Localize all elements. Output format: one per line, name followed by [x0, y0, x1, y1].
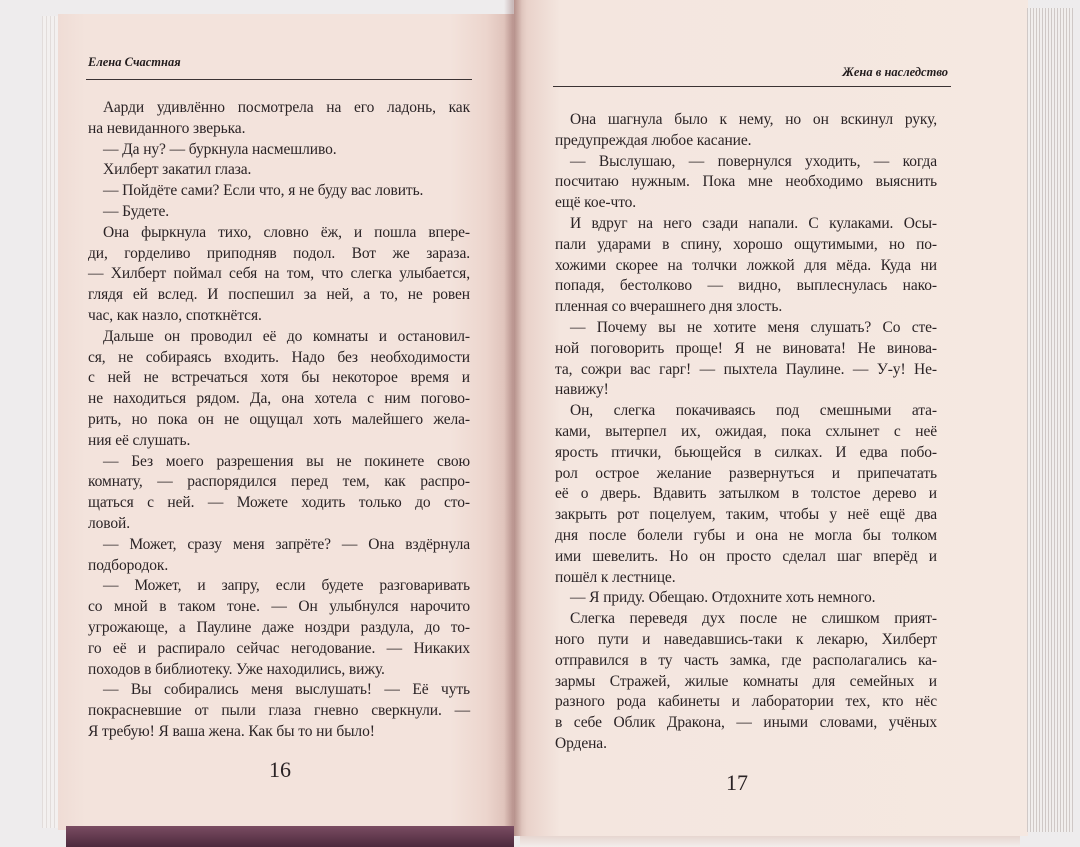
text-line: посчитаю нужным. Пока мне необходимо выяснить — [555, 173, 937, 191]
text-line: го её и распирало сейчас негодование. — Никаких — [88, 639, 470, 657]
text-line: отправился в ту часть замка, где располагались ка- — [555, 651, 937, 669]
text-line: Она шагнула было к нему, но он вскинул руку, — [570, 111, 937, 128]
text-line: Я требую! Я ваша жена. Как бы то ни было! — [88, 722, 375, 740]
text-line: ной поговорить проще! Я не виновата! Не винова- — [555, 339, 937, 357]
paragraph — [555, 588, 937, 609]
text-column-right — [555, 110, 937, 755]
text-line: разного рода кабинеты и лаборатории тех, кто нёс — [555, 693, 937, 711]
text-line: рол острое желание развернуться и припечатать — [555, 464, 937, 482]
page-number: 16 — [269, 757, 291, 782]
paragraph — [88, 680, 470, 742]
paragraph — [555, 401, 937, 588]
paragraph — [555, 152, 937, 214]
text-line: подбородок. — [88, 556, 169, 574]
text-line: комнату, — распорядился перед тем, как распро- — [88, 473, 470, 491]
text-line: — Почему вы не хотите меня слушать? Со сте- — [570, 318, 937, 336]
header-rule — [553, 86, 951, 87]
text-line: — Пойдёте сами? Если что, я не буду вас ловить. — [103, 182, 424, 200]
running-head-title: Жена в наследство — [842, 65, 948, 79]
text-line: попадя, бестолково — видно, выплеснулась нако- — [555, 277, 937, 295]
text-line: не находиться рядом. Да, она хотела с ним погово- — [88, 390, 470, 408]
text-line: покрасневшие от пыли глаза гневно сверкнули. — — [88, 702, 470, 720]
paragraph — [88, 535, 470, 577]
text-line: Слегка переведя дух после не слишком прият- — [570, 610, 937, 628]
spine-gutter — [504, 0, 522, 836]
text-line: ся, не собираясь входить. Надо без необходимости — [88, 348, 470, 366]
text-line: пали ударами в спину, хорошо ощутимыми, но по- — [555, 235, 937, 253]
text-line: — Хилберт поймал себя на том, что слегка улыбается, — [88, 265, 470, 283]
paragraph — [88, 202, 470, 223]
text-line: закрыть рот поцелуем, таким, чтобы у неё ещё два — [555, 506, 937, 524]
text-line: та, сожри вас гарг! — пыхтела Паулине. — У-у! Не- — [555, 360, 937, 378]
text-line: Он, слегка покачиваясь под смешными ата- — [570, 402, 937, 420]
paragraph — [88, 140, 470, 161]
text-line: ими шевелить. Но он просто сделал шаг вперёд и — [555, 547, 937, 565]
running-head-author: Елена Счастная — [88, 55, 181, 69]
text-line: Ордена. — [555, 734, 607, 752]
text-line: — Я приду. Обещаю. Отдохните хоть немного. — [570, 589, 876, 607]
text-line: И вдруг на него сзади напали. С кулаками. Осы- — [570, 214, 937, 232]
text-line: Хилберт закатил глаза. — [103, 161, 252, 179]
header-rule — [86, 79, 472, 80]
paragraph — [555, 214, 937, 318]
text-line: в себе Облик Дракона, — иными словами, учёных — [555, 714, 937, 732]
cover-edge — [66, 826, 514, 847]
text-line: ного пути и наведавшись-таки к лекарю, Хилберт — [555, 630, 937, 648]
page-bottom-edge — [520, 836, 1020, 847]
text-line: рить, но пока он не ощущал хоть малейшего жела- — [88, 410, 470, 428]
text-line: ния её слушать. — [88, 431, 191, 449]
text-line: — Будете. — [103, 202, 170, 220]
text-line: Дальше он проводил её до комнаты и остановил- — [103, 327, 470, 345]
text-line: пленная со вчерашнего дня злость. — [555, 298, 783, 316]
text-line: её о дверь. Вдавить затылком в толстое дерево и — [555, 485, 937, 503]
text-line: со мной в таком тоне. — Он улыбнулся нарочито — [88, 598, 470, 616]
text-line: ловой. — [88, 514, 131, 532]
paragraph — [555, 110, 937, 152]
paragraph — [88, 327, 470, 452]
text-line: предупреждая любое касание. — [555, 131, 752, 149]
paragraph — [88, 98, 470, 140]
text-line: зармы Стражей, жилые комнаты для семейных и — [555, 672, 937, 690]
text-line: угрожающе, а Паулине даже ноздри раздула, до то- — [88, 618, 470, 636]
text-line: с ней не встречаться хотя бы некоторое время и — [88, 369, 470, 387]
text-column-left — [88, 98, 470, 743]
text-line: — Выслушаю, — повернулся уходить, — когда — [570, 152, 937, 170]
text-line: ярость птички, бьющейся в силках. И едва побо- — [555, 443, 937, 461]
text-line: — Без моего разрешения вы не покинете свою — [103, 452, 470, 470]
paragraph — [88, 452, 470, 535]
paragraph — [88, 160, 470, 181]
text-line: хожими скорее на толчки ложкой для мёда. Куда ни — [555, 256, 937, 274]
text-line: походов в библиотеку. Уже находились, вижу. — [88, 660, 385, 678]
text-line: глядя ей вслед. И поспешил за ней, а то, не ровен — [88, 286, 470, 304]
text-line: ещё кое-что. — [555, 194, 637, 212]
paragraph — [88, 576, 470, 680]
text-line: — Может, и запру, если будете разговаривать — [103, 577, 470, 595]
page-edges-right — [1027, 8, 1073, 832]
text-line: ди, горделиво приподняв подол. Вот же зараза. — [88, 244, 470, 262]
paragraph — [555, 609, 937, 755]
text-line: Аарди удивлённо посмотрела на его ладонь, как — [103, 99, 470, 116]
paragraph — [88, 223, 470, 327]
text-line: щаться с ней. — Можете ходить только до сто- — [88, 494, 470, 512]
text-line: ками, вытерпел их, ожидая, пока схлынет с неё — [555, 422, 937, 440]
text-line: Она фыркнула тихо, словно ёж, и пошла впере- — [103, 223, 470, 241]
text-line: — Да ну? — буркнула насмешливо. — [103, 140, 337, 158]
paragraph — [555, 318, 937, 401]
text-line: на невиданного зверька. — [88, 119, 246, 137]
text-line: — Вы собирались меня выслушать! — Её чуть — [103, 681, 470, 699]
page-number: 17 — [726, 770, 748, 795]
text-line: час, как назло, споткнётся. — [88, 306, 262, 324]
text-line: пошёл к лестнице. — [555, 568, 676, 586]
text-line: — Может, сразу меня запрёте? — Она вздёрнула — [103, 535, 470, 553]
text-line: навижу! — [555, 381, 609, 399]
text-line: дня после болели губы и она не могла бы толком — [555, 526, 937, 544]
paragraph — [88, 181, 470, 202]
